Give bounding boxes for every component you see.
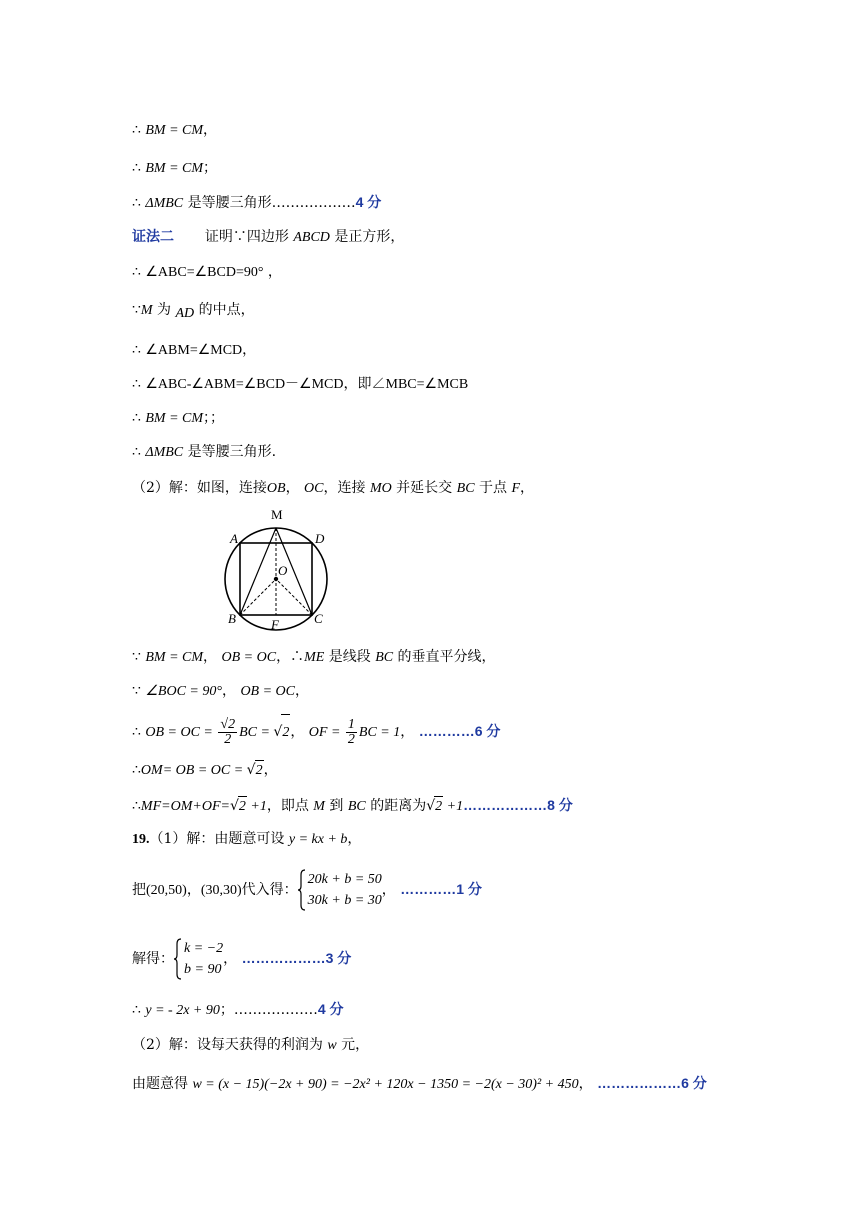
statement: 由题意得	[132, 1076, 193, 1092]
punctuation: ，	[263, 762, 278, 778]
therefore-symbol: ∴	[132, 410, 141, 426]
square-name: ABCD	[293, 230, 330, 245]
equation: OB = OC	[240, 684, 295, 699]
plus-one: +1	[443, 799, 464, 814]
segment-name: MO	[369, 481, 392, 496]
question-number: 19.	[132, 832, 150, 847]
statement: 到	[324, 798, 348, 814]
statement: 代入得：	[241, 882, 298, 898]
method-two-label: 证法二	[132, 228, 174, 244]
punctuation: ，	[347, 831, 362, 847]
statement: 的中点，	[194, 302, 255, 318]
denominator: 2	[224, 731, 232, 747]
profit-equation-line	[132, 1073, 707, 1095]
equation: OF =	[308, 725, 344, 740]
segment-bm	[240, 528, 276, 615]
proof-line-8	[132, 374, 468, 395]
triangle-name: ΔMBC	[145, 196, 184, 211]
equation-system	[298, 869, 382, 911]
therefore-symbol: ∴	[132, 376, 141, 392]
question-19-part-2	[132, 1035, 369, 1056]
label-a: A	[230, 531, 238, 546]
equation-system	[174, 938, 223, 980]
score-label: 3 分	[325, 950, 352, 966]
therefore-symbol: ∴	[132, 342, 141, 358]
equation-row: k = −2	[184, 941, 224, 956]
statement: 为	[152, 302, 176, 318]
statement: 解得：	[132, 951, 174, 967]
punctuation: ，	[290, 724, 305, 740]
proof-line-6	[132, 300, 255, 321]
segment-name: OB	[266, 481, 286, 496]
punctuation: ，	[221, 683, 236, 699]
proof-line-13	[132, 681, 309, 702]
score-label: 6 分	[681, 1075, 707, 1091]
segment-name: OC	[304, 481, 324, 496]
brace-icon	[174, 938, 182, 980]
equation-row: 20k + b = 50	[307, 872, 382, 887]
punctuation: ，	[578, 1076, 593, 1092]
punctuation: ，	[381, 882, 396, 898]
equation-row: 30k + b = 30	[307, 893, 382, 908]
equation: y = - 2x + 90	[145, 1003, 220, 1018]
therefore-symbol: ∴	[132, 264, 141, 280]
operator: +	[192, 799, 202, 814]
point-name: M	[313, 799, 325, 814]
punctuation: ，	[186, 882, 201, 898]
equation: BM = CM	[145, 411, 204, 426]
because-symbol: ∵	[132, 649, 141, 665]
statement: 的垂直平分线，	[393, 649, 496, 665]
proof-line-7	[132, 340, 256, 361]
proof-line-1	[132, 120, 217, 141]
operator: =	[220, 799, 230, 814]
geometry-figure	[215, 505, 345, 635]
statement: 把	[132, 882, 146, 898]
statement: 是等腰三角形.	[183, 444, 277, 460]
dots: ………………	[597, 1075, 682, 1091]
therefore-symbol: ∴	[132, 798, 141, 814]
punctuation: ，	[267, 264, 282, 280]
statement: ，即点	[266, 798, 314, 814]
punctuation: ，	[203, 649, 218, 665]
equation-row: b = 90	[184, 962, 222, 977]
score-label: 6 分	[474, 723, 501, 739]
segment-name: OF	[201, 799, 221, 814]
punctuation: ，	[295, 683, 309, 699]
because-symbol: ∵	[132, 683, 141, 699]
segment-name: AD	[175, 306, 195, 321]
radicand: 2	[255, 760, 264, 781]
label-f: F	[271, 617, 279, 632]
equation: OB = OC	[221, 650, 277, 665]
fraction-one-half	[346, 718, 357, 747]
plus-one: +1	[246, 799, 267, 814]
segment-name: OM	[170, 799, 193, 814]
statement: 于点	[474, 480, 512, 496]
equation: OB = OC =	[145, 725, 217, 740]
statement: （1）解：由题意可设	[149, 831, 289, 847]
punctuation: ，	[203, 122, 218, 138]
equation: BM = CM	[145, 161, 204, 176]
equation: = OB = OC =	[162, 763, 247, 778]
segment-name: ME	[304, 650, 325, 665]
proof-line-2	[132, 158, 217, 179]
punctuation: ，	[400, 724, 415, 740]
variable-name: w	[327, 1038, 337, 1053]
therefore-symbol: ∴	[132, 122, 141, 138]
segment-name: OM	[140, 763, 163, 778]
segment-name: BC	[456, 481, 475, 496]
score-label: 1 分	[456, 881, 482, 897]
punctuation: ；；	[203, 410, 225, 426]
part-two-intro	[132, 478, 534, 499]
label-b: B	[228, 611, 236, 626]
dots: ；………………	[219, 1002, 318, 1018]
therefore-symbol: ∴	[132, 1002, 141, 1018]
statement: ，∴	[276, 649, 305, 665]
segment-oc	[276, 579, 312, 615]
dots: ………………	[271, 195, 356, 211]
statement: 是等腰三角形	[183, 195, 272, 211]
brace-icon	[298, 869, 306, 911]
label-o: O	[278, 563, 288, 578]
equation: y = kx + b	[288, 832, 348, 847]
radicand: 2	[238, 796, 247, 817]
segment-name: BC	[347, 799, 366, 814]
statement: 证明∵四边形	[204, 229, 294, 245]
proof-line-10	[132, 442, 276, 463]
score-label: 4 分	[317, 1001, 344, 1017]
label-d: D	[315, 531, 325, 546]
equation: ∠ABC=∠BCD=90°	[145, 265, 264, 280]
point-name: F	[511, 481, 520, 496]
statement: 并延长交	[391, 480, 457, 496]
solution-line	[132, 936, 351, 981]
point-pair: (30,30)	[200, 883, 242, 898]
equation: ∠BOC = 90°	[145, 684, 222, 699]
segment-name: MF	[140, 799, 162, 814]
segment-ob	[240, 579, 276, 615]
proof-line-5	[132, 262, 282, 283]
label-c: C	[314, 611, 323, 626]
question-19-part-1	[132, 829, 361, 850]
radicand: 2	[281, 714, 290, 751]
equation: w = (x − 15)(−2x + 90) = −2x² + 120x − 1350 = −2(x − 30)² + 450	[192, 1077, 579, 1092]
dots: ………………	[241, 950, 326, 966]
point-pair: (20,50)	[146, 883, 187, 898]
substitution-line	[132, 867, 482, 913]
statement: 是线段	[324, 649, 376, 665]
punctuation: ；	[203, 160, 218, 176]
proof-line-3	[132, 192, 381, 214]
equation: BC = 1	[358, 725, 401, 740]
dots: ………………	[463, 797, 548, 813]
proof-line-16: ∴MF=OM+OF=√2 +1，即点 M 到 BC 的距离为√2 +1………………8 分	[132, 795, 573, 817]
statement: ，连接	[323, 480, 370, 496]
proof-line-15: ∴OM= OB = OC = √2，	[132, 760, 278, 781]
numerator: √2	[220, 716, 236, 732]
statement: （2）解：设每天获得的利润为	[132, 1037, 328, 1053]
statement: 的距离为	[365, 798, 427, 814]
radicand: 2	[434, 796, 443, 817]
statement: 元，	[336, 1037, 370, 1053]
proof-line-14: ∴ OB = OC = $\frac{√2}{2}$ BC = √2， OF = $\frac{1}{2}$ BC = 1， …………6 分	[132, 713, 500, 751]
equation: ∠ABC-∠ABM=∠BCD－∠MCD，即∠MBC=∠MCB	[145, 377, 469, 392]
score-label: 8 分	[547, 797, 573, 813]
punctuation: ，	[520, 480, 534, 496]
function-result-line	[132, 999, 344, 1021]
score-label: 4 分	[355, 194, 382, 210]
numerator: 1	[347, 716, 355, 732]
point-name: M	[140, 303, 153, 318]
label-m: M	[271, 507, 283, 522]
therefore-symbol: ∴	[132, 724, 141, 740]
triangle-name: ΔMBC	[145, 445, 184, 460]
equation: BM = CM	[145, 650, 204, 665]
operator: =	[161, 799, 171, 814]
equation: ∠ABM=∠MCD，	[145, 343, 257, 358]
dots: …………	[400, 881, 457, 897]
proof-line-9	[132, 408, 224, 429]
equation: BM = CM	[145, 123, 204, 138]
therefore-symbol: ∴	[132, 762, 141, 778]
therefore-symbol: ∴	[132, 160, 141, 176]
dots: …………	[418, 723, 475, 739]
punctuation: ，	[223, 951, 238, 967]
statement: 是正方形，	[329, 229, 405, 245]
therefore-symbol: ∴	[132, 444, 141, 460]
equation: BC =	[239, 725, 274, 740]
punctuation: ，	[285, 480, 300, 496]
segment-name: BC	[375, 650, 394, 665]
denominator: 2	[347, 731, 355, 747]
therefore-symbol: ∴	[132, 195, 141, 211]
because-symbol: ∵	[132, 302, 141, 318]
fraction-root-two-over-two	[218, 718, 237, 747]
proof-method-two-heading	[132, 226, 404, 248]
statement: （2）解：如图，连接	[132, 480, 267, 496]
proof-line-12	[132, 647, 496, 668]
